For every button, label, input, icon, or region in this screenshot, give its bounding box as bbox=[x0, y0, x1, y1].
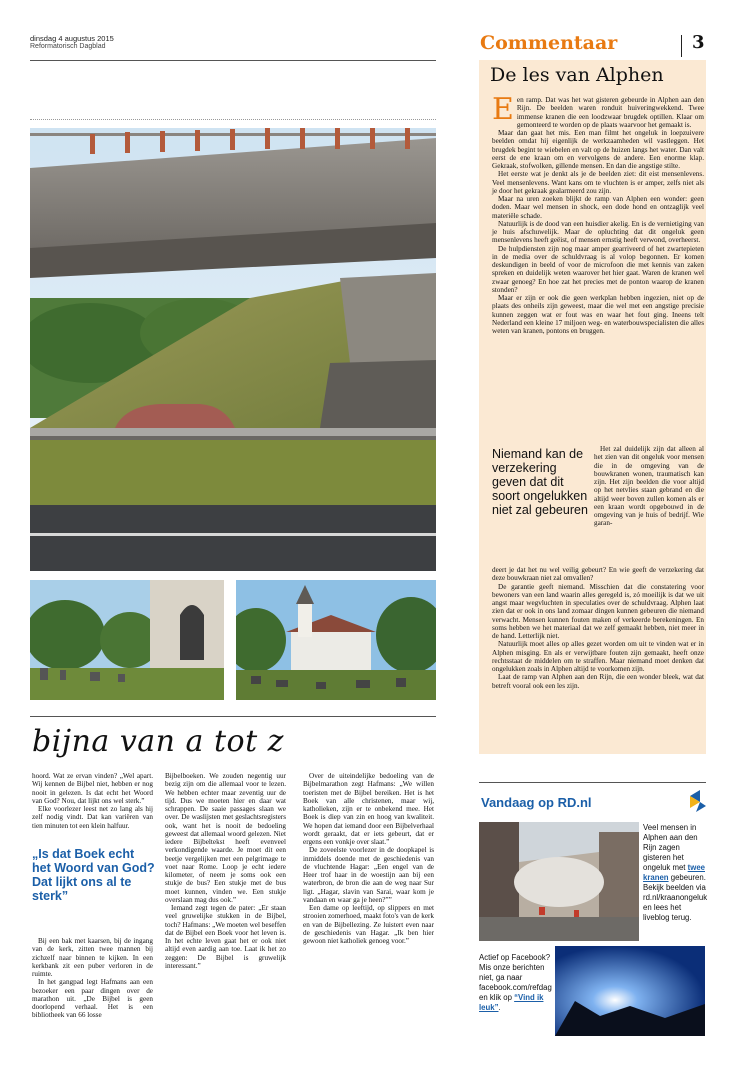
paragraph: De garantie geeft niemand. Misschien dat die constatering voor bewoners van een land waarin alles geregeld is, zó moeilijk is dat we uit angst maar wegvluchten in speculaties over de schuldvraag. Alphen laat zien dat er ook in ons land zomaar dingen kunnen gebeuren die niemand verwacht. Mensen kunnen fouten maken of verkeerde berekeningen. En soms hebben we het materiaal dat we zelf gemaakt hebben, niet meer in de hand. Letterlijk niet. bbox=[492, 582, 704, 640]
section-rubric: Commentaar bbox=[480, 32, 618, 54]
paragraph: Iemand zegt tegen de pater: „Er staan veel gruwelijke stukken in de Bijbel, toch? Hafmans: „We moeten wel beseffen dat de Bijbel een Boek voor het leven is. In het echte leven gaat het er ook niet altijd even aardig aan toe. Laat ik het zo zeggen: De Bijbel is gruwelijk interessant.” bbox=[165, 904, 286, 970]
header-vertical-divider bbox=[681, 35, 682, 57]
drop-cap: E bbox=[492, 92, 514, 127]
paragraph: hoord. Wat ze ervan vinden? „Wel apart. Wij kennen de Bijbel niet, hebben er nog nooit in gelezen. Is dat echt het Woord van God? Nou, dat lijkt ons wel sterk.” bbox=[32, 772, 153, 805]
commentary-pullquote: Niemand kan de verzekering geven dat dit soort ongelukken niet zal gebeuren bbox=[492, 447, 588, 517]
paragraph: Elke voorlezer leest net zo lang als hij zelf nodig vindt. Dat kan variëren van tien minuten tot een klein halfuur. bbox=[32, 805, 153, 830]
promo-text: Actief op Facebook? Mis onze berichten niet, ga naar facebook.com/refdag en klik op bbox=[479, 953, 552, 1002]
paragraph: deert je dat het nu wel veilig gebeurt? En wie geeft de verzekering dat deze bouwkraan niet zal omvallen? bbox=[492, 566, 704, 583]
commentary-title: De les van Alphen bbox=[490, 64, 664, 86]
commentary-body bbox=[492, 92, 704, 335]
churchyard-photo bbox=[30, 580, 224, 700]
paragraph: Laat de ramp van Alphen aan den Rijn, die een wonder bleek, wat dat betreft vooral ook een les zijn. bbox=[492, 673, 704, 690]
page-number: 3 bbox=[692, 32, 705, 53]
promo-title: Vandaag op RD.nl bbox=[481, 795, 592, 810]
paragraph: Maar er zijn er ook die geen werkplan hebben ingezien, niet op de plaats des onheils zijn geweest, maar die wel met een angstige precisie kunnen zeggen wat er fout was en waar het fout ging. Ineens telt Nederland een kleine 17 miljoen weg- en waterbouwspecialisten die alles weten van kranen, pontons en bruggen. bbox=[492, 294, 704, 335]
intro-text: en ramp. Dat was het wat gisteren gebeurde in Alphen aan den Rijn. De beelden waren ronduit huiveringwekkend. Twee immense kranen die een loodzwaar brugdek optillen. Klaar om gemonteerd te worden op de plaats waarvoor het gemaakt is. bbox=[516, 96, 704, 129]
churchyard-photo-illustration bbox=[30, 580, 224, 700]
overpass-photo bbox=[30, 128, 436, 571]
paragraph: Een dame op leeftijd, op slippers en met strooien zomerhoed, maakt foto's van de kerk en van de Bijbellezing. Ze luistert even naar de geschiedenis van Hagar. „Ik ben hier gewoon niet katholiek genoeg voor.” bbox=[303, 904, 434, 945]
promo-text-alphen bbox=[643, 823, 709, 923]
church-photo-illustration bbox=[236, 580, 436, 700]
article-pullquote: „Is dat Boek echt het Woord van God? Dat lijkt ons al te sterk” bbox=[32, 847, 155, 903]
night-sky-illustration bbox=[555, 946, 705, 1036]
paragraph: In het gangpad legt Hafmans aan een bezoeker een paar dingen over de marathon uit. „De Bijbel is geen doorlopend verhaal. Het is een bibliotheek van 66 losse bbox=[32, 978, 153, 1020]
paragraph: Over de uiteindelijke bedoeling van de Bijbelmarathon zegt Hafmans: „We willen toeristen met de Bijbel bereiken. Het is het Boek van alle christenen, maar wij, katholieken, zijn er te onbekend mee. Het Boek is diep van zin en hoog van kwaliteit. We hopen dat iemand door een Bijbelverhaal wordt geraakt, dat er iets gebeurt, dat er ergens een vonkje over slaat.” bbox=[303, 772, 434, 846]
article-column-1 bbox=[32, 772, 153, 830]
rd-logo-icon bbox=[688, 790, 708, 814]
twee-kranen-link[interactable]: twee kranen bbox=[643, 863, 705, 882]
issue-date: dinsdag 4 augustus 2015 bbox=[30, 34, 114, 43]
commentary-closing bbox=[492, 566, 704, 690]
newspaper-name: Reformatorisch Dagblad bbox=[30, 43, 106, 50]
crane-accident-photo[interactable] bbox=[479, 822, 639, 941]
article-column-1-continued bbox=[32, 937, 153, 1020]
article-column-2 bbox=[165, 772, 286, 970]
paragraph: Maar dan gaat het mis. Een man filmt het ongeluk in loepzuivere beelden omdat hij eigenlijk de werkzaamheden wil vastleggen. Het brugdek begint te wiebelen en valt op de huizen langs het water. Dan valt eerst de ene kraan om en vervolgens de andere. Een enorme klap. Gekraak, stofwolken, gillende mensen. En dan die angstige stilte. bbox=[492, 129, 704, 170]
night-sky-photo[interactable] bbox=[555, 946, 705, 1036]
paragraph: De hulpdiensten zijn nog maar amper gearriveerd of het zwartepieten in de media over de schuldvraag is al volop begonnen. Er komen deskundigen in beeld of voor de microfoon die met kennis van zaken spreken en duidelijk weten waarover het hier gaat. Waren de kranen wel zwaar genoeg? En hoe zat het precies met de ponton waarop de kranen stonden? bbox=[492, 244, 704, 294]
paragraph: Bijbelboeken. We zouden negentig uur bezig zijn om die allemaal voor te lezen. We hebben echter maar zeventig uur de tijd. Dus we moeten hier en daar wat schrappen. De saaie passages slaan we over. De waslijsten met geslachtsregisters ook, want het is nooit de bedoeling geweest dat allemaal woord gelezen. Niet iedere Bijbeltekst heeft evenveel verkondigende waarde. Je moet dit een beetje vergelijken met een pelgrimage te voet naar Rome. Loop je echt iedere kilometer, of neem je soms ook een stukje de bus? Een stukje met de bus moet kunnen, vinden we. Een stukje overslaan mag dus ook.” bbox=[165, 772, 286, 904]
promo-text: . bbox=[498, 1003, 501, 1012]
commentary-intro bbox=[492, 92, 704, 129]
article-divider bbox=[30, 716, 436, 717]
promo-text: gebeuren. Bekijk beelden via rd.nl/kraanongeluk en lees het liveblog terug. bbox=[643, 873, 708, 922]
overpass-photo-illustration bbox=[30, 128, 436, 571]
paragraph: Het eerste wat je denkt als je de beelden ziet: dit eist mensenlevens. Veel mensenlevens. Want kans om te vluchten is er amper, zelfs niet als je door het gekraak gealarmeerd zou zijn. bbox=[492, 170, 704, 195]
article-column-3 bbox=[303, 772, 434, 945]
promo-text: Veel mensen in Alphen aan den Rijn zagen gisteren het ongeluk met bbox=[643, 823, 698, 872]
commentary-side-column bbox=[594, 445, 704, 528]
paragraph: De zoveelste voorlezer in de doopkapel is inmiddels doende met de geschiedenis van de vluchtende Hagar: „Een engel van de Heer trof haar in de woestijn aan bij een waterbron, de bron die aan de weg naar Sur ligt. „Hagar, slavin van Sarai, waar kom je vandaan en waar ga je heen?”” bbox=[303, 846, 434, 904]
paragraph: Maar na uren zoeken blijkt de ramp van Alphen een wonder: geen doden. Maar wel mensen in shock, een dode hond en ontzaglijk veel materiële schade. bbox=[492, 195, 704, 220]
vind-ik-leuk-link[interactable]: “Vind ik leuk” bbox=[479, 993, 544, 1012]
header-divider bbox=[30, 60, 436, 61]
promo-text-facebook bbox=[479, 953, 553, 1013]
church-photo bbox=[236, 580, 436, 700]
paragraph: Het zal duidelijk zijn dat alleen al het zien van dit ongeluk voor mensen die in de omgeving van de bouwkranen wonen, traumatisch kan zijn. Het zijn beelden die voor altijd op het netvlies staan gebrand en die altijd weer boven zullen komen als er een kraan wordt opgebouwd in de omgeving van je huis of bedrijf. Wie garan- bbox=[594, 445, 704, 528]
dotted-divider bbox=[30, 119, 436, 120]
paragraph: Natuurlijk is de dood van een huisdier akelig. En is de vernietiging van je huis afschuwelijk. Maar de opluchting dat dit ongeluk geen mensenlevens heeft geëist, of mensen ernstig heeft verwond, overheerst. bbox=[492, 219, 704, 245]
article-headline: bijna van a tot z bbox=[32, 724, 284, 759]
promo-divider bbox=[479, 782, 706, 783]
paragraph: Natuurlijk moet alles op alles gezet worden om uit te vinden wat er in Alphen misging. En als er verwijtbare fouten zijn gemaakt, heeft onze rechtsstaat de middelen om te straffen. Maar niemand moet denken dat ongelukken zoals in Alphen altijd te voorkomen zijn. bbox=[492, 640, 704, 673]
paragraph: Bij een bak met kaarsen, bij de ingang van de kerk, zitten twee mannen bij zichzelf naar binnen te kijken. In een kerkbank zit een puber verloren in de ruimte. bbox=[32, 937, 153, 978]
crane-accident-illustration bbox=[479, 822, 639, 941]
